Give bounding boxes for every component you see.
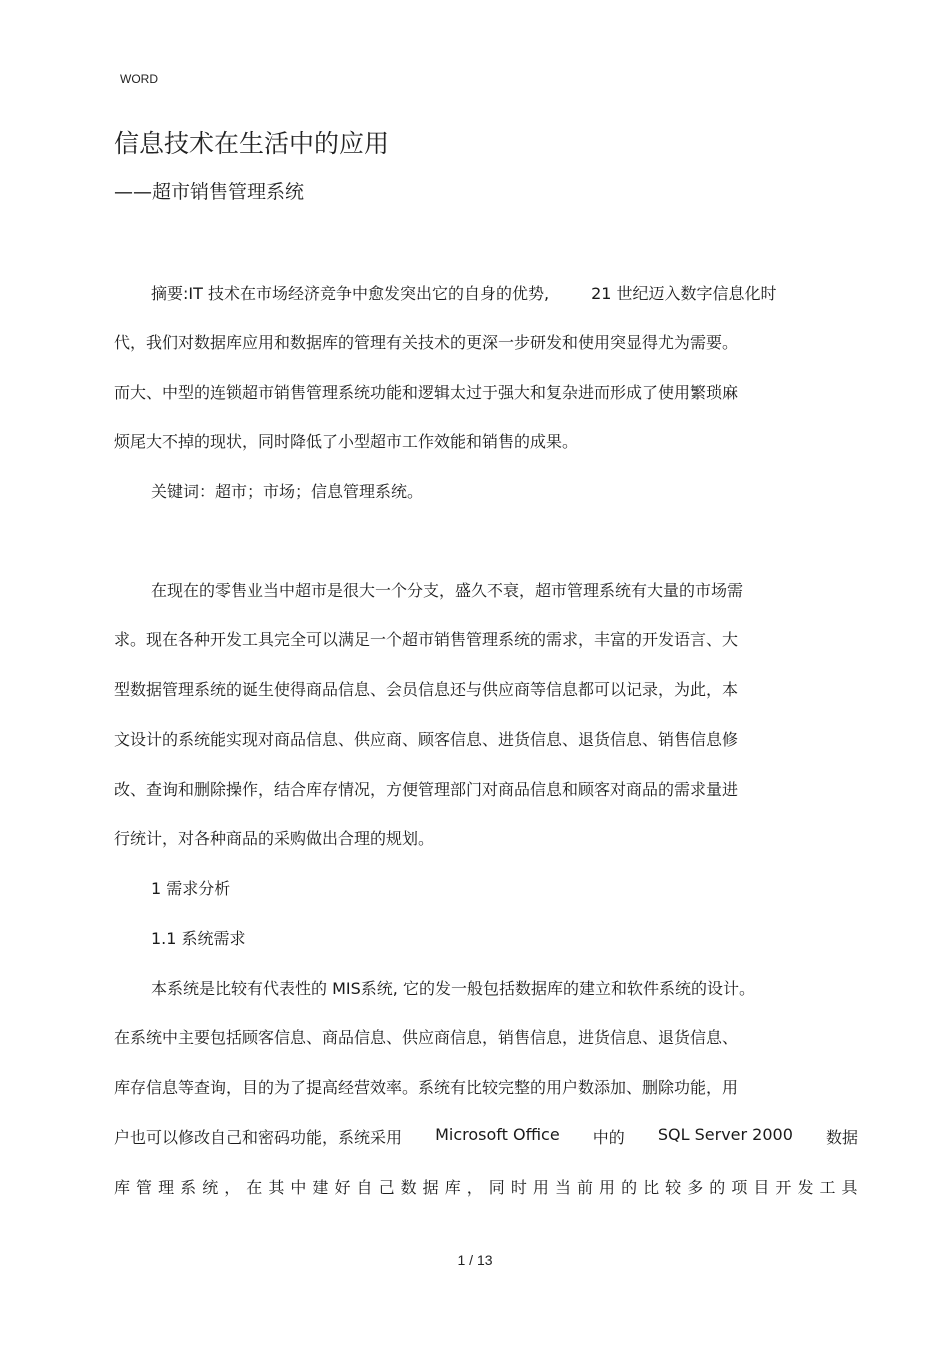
abstract-line-2: 代，我们对数据库应用和数据库的管理有关技术的更深一步研发和使用突显得尤为需要。 bbox=[114, 333, 739, 352]
body-line-5-char: 较 bbox=[665, 1178, 682, 1197]
body-line-5-char: 前 bbox=[576, 1178, 593, 1197]
body-line-5-char: ， bbox=[466, 1178, 483, 1197]
abstract-line-1-part-1: 摘要:IT 技术在市场经济竞争中愈发突出它的自身的优势, bbox=[151, 284, 550, 303]
keywords-line: 关键词：超市；市场；信息管理系统。 bbox=[151, 482, 424, 501]
body-line-3: 库存信息等查询，目的为了提高经营效率。系统有比较完整的用户数添加、删除功能，用 bbox=[114, 1078, 739, 1097]
body-line-5-char: 的 bbox=[709, 1178, 726, 1197]
body-line-5-char: 己 bbox=[378, 1178, 395, 1197]
body-line-1: 本系统是比较有代表性的 MIS系统, 它的发一般包括数据库的建立和软件系统的设计。 bbox=[151, 979, 755, 998]
body-line-5-char: 中 bbox=[290, 1178, 307, 1197]
abstract-line-1 bbox=[151, 281, 777, 304]
body-line-5-char: 在 bbox=[246, 1178, 263, 1197]
section-heading-1: 1 需求分析 bbox=[151, 879, 231, 898]
body-line-5-char: 数 bbox=[400, 1178, 417, 1197]
body-line-5-char: 系 bbox=[180, 1178, 197, 1197]
intro-line-4: 文设计的系统能实现对商品信息、供应商、顾客信息、进货信息、退货信息、销售信息修 bbox=[114, 730, 739, 749]
body-line-4-part-1: 户也可以修改自己和密码功能，系统采用 bbox=[114, 1128, 403, 1147]
intro-line-2: 求。现在各种开发工具完全可以满足一个超市销售管理系统的需求，丰富的开发语言、大 bbox=[114, 630, 739, 649]
intro-line-5: 改、查询和删除操作，结合库存情况，方便管理部门对商品信息和顾客对商品的需求量进 bbox=[114, 780, 739, 799]
body-line-5-char: 管 bbox=[136, 1178, 153, 1197]
body-line-4-part-3: 中的 bbox=[592, 1128, 625, 1147]
body-line-5-char: 比 bbox=[643, 1178, 660, 1197]
body-line-5-char: 建 bbox=[312, 1178, 329, 1197]
body-line-5-char: ， bbox=[224, 1178, 241, 1197]
page-number: 1 / 13 bbox=[457, 1252, 493, 1268]
body-line-4 bbox=[114, 1125, 858, 1148]
body-line-5-char: 统 bbox=[202, 1178, 219, 1197]
body-line-5-char: 用 bbox=[532, 1178, 549, 1197]
body-line-5-char: 同 bbox=[488, 1178, 505, 1197]
body-line-5-char: 当 bbox=[554, 1178, 571, 1197]
body-line-5-char: 其 bbox=[268, 1178, 285, 1197]
body-line-5-char: 好 bbox=[334, 1178, 351, 1197]
body-line-5-char: 用 bbox=[599, 1178, 616, 1197]
body-line-5 bbox=[114, 1175, 858, 1198]
document-title: 信息技术在生活中的应用 bbox=[114, 129, 390, 158]
body-line-5-char: 时 bbox=[510, 1178, 527, 1197]
body-line-4-part-2: Microsoft Office bbox=[435, 1125, 560, 1144]
body-line-5-char: 发 bbox=[797, 1178, 814, 1197]
body-line-5-char: 项 bbox=[731, 1178, 748, 1197]
intro-line-1: 在现在的零售业当中超市是很大一个分支，盛久不衰，超市管理系统有大量的市场需 bbox=[151, 581, 744, 600]
intro-line-3: 型数据管理系统的诞生使得商品信息、会员信息还与供应商等信息都可以记录，为此，本 bbox=[114, 680, 739, 699]
body-line-5-char: 据 bbox=[422, 1178, 439, 1197]
intro-line-6: 行统计，对各种商品的采购做出合理的规划。 bbox=[114, 829, 435, 848]
document-subtitle: ——超市销售管理系统 bbox=[114, 181, 305, 203]
body-line-5-char: 开 bbox=[775, 1178, 792, 1197]
body-line-4-part-4: SQL Server 2000 bbox=[657, 1125, 793, 1144]
body-line-5-char: 工 bbox=[819, 1178, 836, 1197]
body-line-5-char: 自 bbox=[356, 1178, 373, 1197]
body-line-5-char: 目 bbox=[753, 1178, 770, 1197]
body-line-5-char: 库 bbox=[444, 1178, 461, 1197]
body-line-5-char: 的 bbox=[621, 1178, 638, 1197]
abstract-line-3: 而大、中型的连锁超市销售管理系统功能和逻辑太过于强大和复杂进而形成了使用繁琐麻 bbox=[114, 383, 739, 402]
body-line-5-char: 理 bbox=[158, 1178, 175, 1197]
body-line-4-part-5: 数据 bbox=[825, 1128, 858, 1147]
body-line-5-char: 具 bbox=[841, 1178, 858, 1197]
body-line-2: 在系统中主要包括顾客信息、商品信息、供应商信息，销售信息，进货信息、退货信息、 bbox=[114, 1028, 739, 1047]
header-label: WORD bbox=[120, 72, 158, 86]
abstract-line-1-part-2: 21 世纪迈入数字信息化时 bbox=[591, 284, 777, 303]
body-line-5-char: 多 bbox=[687, 1178, 704, 1197]
section-heading-1-1: 1.1 系统需求 bbox=[151, 929, 246, 948]
abstract-line-4: 烦尾大不掉的现状，同时降低了小型超市工作效能和销售的成果。 bbox=[114, 432, 579, 451]
body-line-5-char: 库 bbox=[114, 1178, 131, 1197]
